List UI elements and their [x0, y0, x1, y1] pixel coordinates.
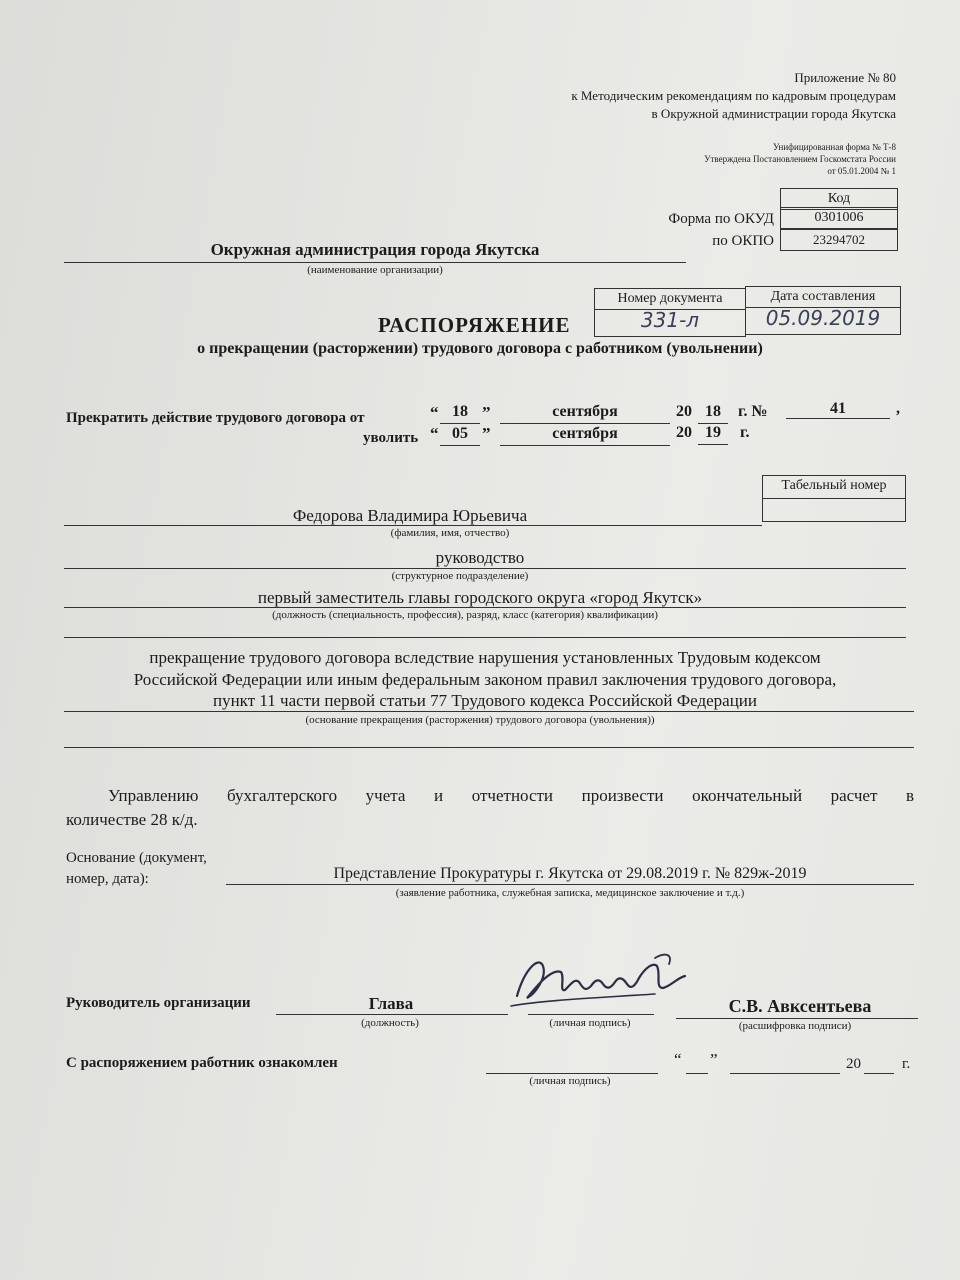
basis-underline: [226, 884, 914, 885]
reason-line3: пункт 11 части первой статьи 77 Трудового кодекса Российской Федерации: [212, 691, 758, 710]
head-name-caption: (расшифровка подписи): [738, 1020, 852, 1032]
contract-comma: ,: [896, 400, 900, 417]
employee-name: Федорова Владимира Юрьевича: [292, 506, 528, 525]
head-signature-caption: (личная подпись): [549, 1017, 631, 1029]
dismiss-month-underline: [500, 445, 670, 446]
accounting-line1: Управлению бухгалтерского учета и отчетности произвести окончательный расчет в: [108, 786, 914, 805]
okpo-value: 23294702: [813, 232, 865, 247]
accounting-line2: количестве 28 к/д.: [66, 810, 198, 829]
employee-position: первый заместитель главы городского округа «город Якутск»: [257, 588, 703, 607]
basis-caption: (заявление работника, служебная записка, медицинское заключение и т.д.): [395, 887, 745, 899]
employee-name-underline: [64, 525, 762, 526]
quote-open-2: “: [430, 424, 439, 443]
acquaint-year-g: г.: [902, 1056, 911, 1072]
acquaint-signature-underline: [486, 1073, 658, 1074]
position-caption: (должность (специальность, профессия), разряд, класс (категория) квалификации): [272, 609, 658, 621]
head-position: Глава: [368, 994, 414, 1013]
unified-form-line1: Унифицированная форма № Т-8: [772, 142, 896, 152]
okpo-label: по ОКПО: [712, 233, 774, 249]
doc-number-header: Номер документа: [617, 291, 723, 306]
head-position-caption: (должность): [361, 1017, 419, 1029]
quote-open-1: “: [430, 403, 439, 422]
contract-number: 41: [830, 400, 846, 417]
doc-date-value: 05.09.2019: [765, 306, 881, 330]
acquaint-signature-caption: (личная подпись): [529, 1075, 611, 1087]
acquaint-quote-open: “: [674, 1050, 682, 1069]
contract-month: сентября: [552, 403, 618, 420]
okud-label: Форма по ОКУД: [668, 211, 774, 227]
contract-month-underline: [500, 423, 670, 424]
doc-date-cell: [745, 307, 901, 335]
acquaint-label: С распоряжением работник ознакомлен: [66, 1055, 338, 1071]
reason-line1: прекращение трудового договора вследствие нарушения установленных Трудовым кодексом: [149, 648, 821, 667]
appendix-line3: в Окружной администрации города Якутска: [651, 106, 896, 121]
department-caption: (структурное подразделение): [391, 570, 529, 582]
tabel-header-cell: [762, 475, 906, 499]
doc-number-header-cell: [594, 288, 746, 310]
dismiss-label: уволить: [363, 430, 419, 446]
doc-number-value: 331-л: [640, 308, 700, 332]
position-underline: [64, 607, 906, 608]
appendix-line1: Приложение № 80: [794, 70, 896, 85]
basis-value: Представление Прокуратуры г. Якутска от 29.08.2019 г. № 829ж-2019: [333, 865, 807, 882]
contract-day: 18: [452, 403, 468, 420]
doc-number-cell: [594, 309, 746, 337]
unified-form-line3: от 05.01.2004 № 1: [827, 166, 896, 176]
reason-caption: (основание прекращения (расторжения) трудового договора (увольнения)): [305, 714, 655, 726]
acquaint-year-prefix: 20: [846, 1056, 861, 1072]
contract-day-underline: [440, 423, 480, 424]
contract-year-suffix: 18: [705, 403, 721, 420]
tabel-value-cell: [762, 498, 906, 522]
head-name: С.В. Авксентьева: [728, 996, 872, 1016]
acquaint-quote-close: ”: [710, 1050, 718, 1069]
head-signature-underline: [528, 1014, 654, 1015]
unified-form-line2: Утверждена Постановлением Госкомстата России: [704, 154, 896, 164]
quote-close-1: ”: [482, 403, 491, 422]
dismiss-month: сентября: [552, 425, 618, 442]
contract-year-prefix: 20: [676, 403, 692, 420]
code-header: Код: [827, 191, 851, 206]
reason-line2: Российской Федерации или иным федеральным законом правил заключения трудового договора,: [133, 670, 837, 689]
dismiss-year-prefix: 20: [676, 424, 692, 441]
doc-date-header: Дата составления: [770, 289, 876, 304]
head-signature: [505, 948, 705, 1018]
basis-label2: номер, дата):: [66, 871, 149, 887]
doc-date-header-cell: [745, 286, 901, 308]
dismiss-day-underline: [440, 445, 480, 446]
dismiss-year-underline: [698, 444, 728, 445]
dismiss-day: 05: [452, 425, 468, 442]
okud-cell: [780, 207, 898, 229]
document-subtitle: о прекращении (расторжении) трудового договора с работником (увольнении): [197, 340, 763, 357]
organization-underline: [64, 262, 686, 263]
head-name-underline: [676, 1018, 918, 1019]
contract-year-g: г. №: [738, 403, 768, 420]
okpo-cell: [780, 229, 898, 251]
department-underline: [64, 568, 906, 569]
organization-caption: (наименование организации): [307, 264, 443, 276]
dismiss-year-suffix: 19: [705, 424, 721, 441]
acquaint-day-underline: [686, 1073, 708, 1074]
appendix-line2: к Методическим рекомендациям по кадровым процедурам: [571, 88, 896, 103]
contract-number-underline: [786, 418, 890, 419]
head-label: Руководитель организации: [66, 995, 251, 1011]
acquaint-month-underline: [730, 1073, 840, 1074]
acquaint-year-underline: [864, 1073, 894, 1074]
reason-blank-line: [64, 747, 914, 748]
employee-name-caption: (фамилия, имя, отчество): [390, 527, 510, 539]
tabel-header: Табельный номер: [781, 478, 887, 493]
basis-label1: Основание (документ,: [66, 850, 207, 866]
okud-value: 0301006: [814, 210, 864, 225]
terminate-label: Прекратить действие трудового договора от: [66, 410, 365, 426]
document-title: РАСПОРЯЖЕНИЕ: [378, 313, 571, 337]
head-position-underline: [276, 1014, 508, 1015]
quote-close-2: ”: [482, 424, 491, 443]
organization-name: Окружная администрация города Якутска: [210, 240, 540, 259]
dismiss-year-g: г.: [740, 424, 750, 441]
position-blank-line: [64, 637, 906, 638]
employee-department: руководство: [435, 548, 525, 567]
reason-underline: [64, 711, 914, 712]
